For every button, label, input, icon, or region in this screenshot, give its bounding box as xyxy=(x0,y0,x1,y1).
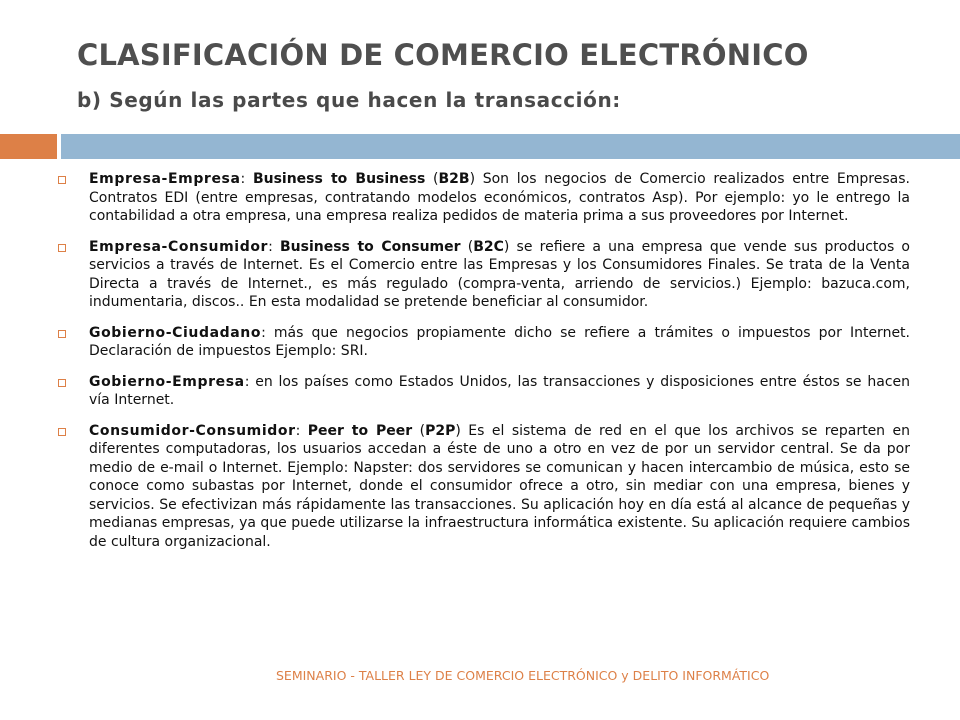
item-abbr-close: ) xyxy=(469,171,476,187)
item-separator: : xyxy=(244,373,256,390)
slide-footer: SEMINARIO - TALLER LEY DE COMERCIO ELECTRÓNICO y DELITO INFORMÁTICO xyxy=(276,668,770,683)
item-lead: Consumidor-Consumidor xyxy=(89,422,296,439)
header-band xyxy=(61,134,960,159)
item-keyword: Business to Business xyxy=(252,171,426,187)
item-separator: : xyxy=(240,171,253,187)
item-abbr: B2B xyxy=(438,171,470,187)
item-separator: : xyxy=(268,238,280,255)
item-separator: : xyxy=(261,324,274,341)
square-bullet-icon xyxy=(58,176,66,184)
item-text: Es el sistema de red en el que los archivos se reparten en diferentes computadoras, los usuarios accedan a éste de uno a otro en vez de por un servidor central. Se da por medio de e-mail o Internet. Ejemplo: Napster: dos servidores se comunican y hacen intercambio de música, esto se conoce como subastas por Internet, donde el consumidor ofrece a otro, sin mediar con una empresa, bienes y servicios. Se efectivizan más rápidamente las transacciones. Su aplicación hoy en día está al alcance de pequeñas y medianas empresas, ya que puede utilizarse la infraestructura informática existente. Su aplicación requiere cambios de cultura organizacional. xyxy=(89,422,910,550)
item-separator: : xyxy=(295,422,308,439)
item-abbr-open: ( xyxy=(425,171,439,187)
item-lead: Empresa-Consumidor xyxy=(89,238,269,255)
square-bullet-icon xyxy=(58,244,66,252)
list-item-b2b xyxy=(58,170,910,226)
item-abbr: B2C xyxy=(473,238,504,255)
item-keyword: Business to Consumer xyxy=(279,238,461,255)
item-abbr-close: ) xyxy=(503,238,510,255)
bullet-list xyxy=(58,170,910,563)
item-text: en los países como Estados Unidos, las transacciones y disposiciones entre éstos se hacen vía Internet. xyxy=(89,373,911,408)
item-lead: Gobierno-Ciudadano xyxy=(89,324,262,341)
item-text: más que negocios propiamente dicho se refiere a trámites o impuestos por Internet. Declaración de impuestos Ejemplo: SRI. xyxy=(89,324,910,359)
square-bullet-icon xyxy=(58,330,66,338)
item-abbr-close: ) xyxy=(455,422,461,439)
item-abbr-open: ( xyxy=(460,238,474,255)
item-abbr: P2P xyxy=(425,422,456,439)
list-item-p2p xyxy=(58,422,910,552)
list-item-b2c xyxy=(58,238,910,312)
list-item-gobierno-empresa xyxy=(58,373,910,410)
item-keyword: Peer to Peer xyxy=(307,422,413,439)
square-bullet-icon xyxy=(58,428,66,436)
item-text: se refiere a una empresa que vende sus productos o servicios a través de Internet. Es el Comercio entre las Empresas y los Consumidores Finales. Se trata de la Venta Directa a través de Internet., es más regulado (compra-venta, arriendo de servicios.) Ejemplo: bazuca.com, indumentaria, discos.. En esta modalidad se pretende beneficiar al consumidor. xyxy=(89,238,910,310)
item-lead: Gobierno-Empresa xyxy=(89,373,245,390)
list-item-gobierno-ciudadano xyxy=(58,324,910,361)
item-lead: Empresa-Empresa xyxy=(89,171,241,187)
accent-bar xyxy=(0,134,57,159)
slide-subtitle: b) Según las partes que hacen la transacción: xyxy=(77,88,621,112)
item-text: Son los negocios de Comercio realizados entre Empresas. Contratos EDI (entre empresas, contratando modelos económicos, contratos Asp). Por ejemplo: yo le entrego la contabilidad a otra empresa, una empresa realiza pedidos de materia prima a sus proveedores por Internet. xyxy=(89,171,910,224)
slide-title: CLASIFICACIÓN DE COMERCIO ELECTRÓNICO xyxy=(77,38,809,72)
item-abbr-open: ( xyxy=(412,422,426,439)
square-bullet-icon xyxy=(58,379,66,387)
